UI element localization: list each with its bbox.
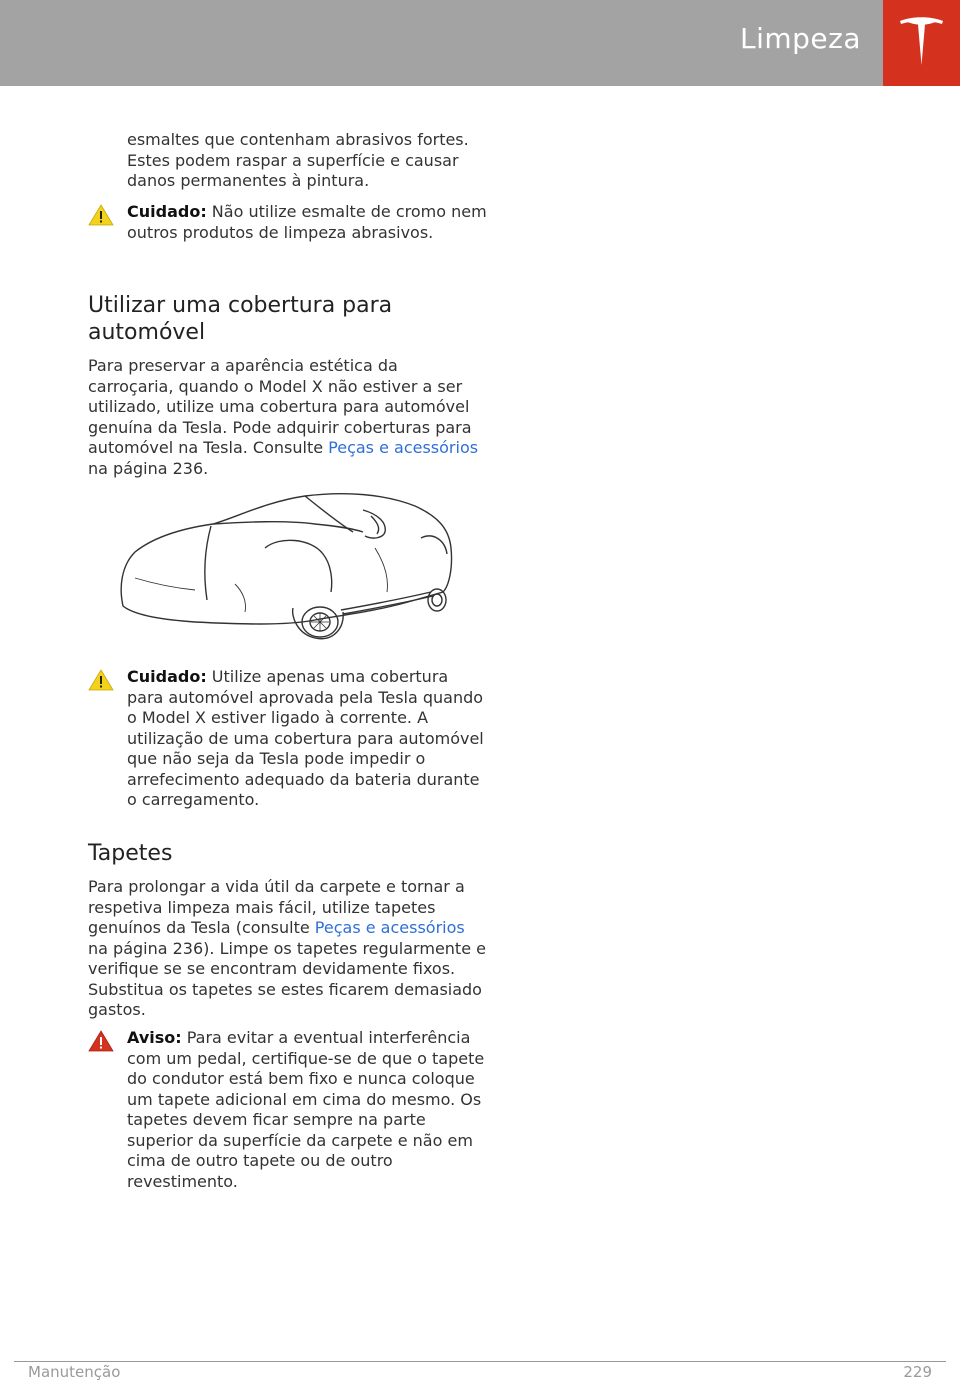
- caution-text: Não utilize esmalte de cromo nem outros produtos de limpeza abrasivos.: [127, 202, 487, 242]
- floor-mats-paragraph: [88, 877, 488, 1021]
- footer-page-number: 229: [903, 1363, 932, 1381]
- car-cover-heading: Utilizar uma cobertura para automóvel: [88, 293, 393, 345]
- warning-text: Para evitar a eventual interferência com um pedal, certifique-se de que o tapete do condutor está bem fixo e nunca coloque um tapete adicional em cima do mesmo. Os tapetes devem ficar sempre na parte superior da superfície da carpete e não em cima de outro tapete ou de outro revestimento.: [127, 1028, 485, 1191]
- header-bar: [0, 0, 883, 86]
- floor-mats-section: [88, 840, 488, 1021]
- caution-label: Cuidado:: [127, 202, 207, 221]
- caution-note-car-cover: [88, 667, 488, 811]
- warning-label: Aviso:: [127, 1028, 182, 1047]
- footer-section-name: Manutenção: [28, 1363, 121, 1381]
- parts-accessories-link[interactable]: Peças e acessórios: [328, 438, 479, 457]
- caution-triangle-icon: [88, 204, 114, 226]
- caution-text: Utilize apenas uma cobertura para automóvel aprovada pela Tesla quando o Model X estiver ligado à corrente. A utilização de uma cobertura para automóvel que não seja da Tesla pode impedir o arrefecimento adequado da bateria durante o carregamento.: [127, 667, 484, 809]
- warning-triangle-icon: [88, 1030, 114, 1052]
- floor-mats-text: Para prolongar a vida útil da carpete e tornar a respetiva limpeza mais fácil, utilize tapetes genuínos da Tesla (consulte: [88, 877, 465, 937]
- car-cover-page-ref: na página 236.: [88, 458, 209, 478]
- footer-divider: [14, 1361, 946, 1362]
- caution-label: Cuidado:: [127, 667, 207, 686]
- floor-mats-text-continued: na página 236). Limpe os tapetes regularmente e verifique se se encontram devidamente fixos. Substitua os tapetes se estes ficarem demasiado gastos.: [88, 938, 486, 1019]
- brand-logo: [883, 0, 960, 86]
- section-title: Limpeza: [739, 22, 861, 55]
- intro-paragraph: esmaltes que contenham abrasivos fortes. Estes podem raspar a superfície e causar danos permanentes à pintura.: [127, 130, 469, 190]
- car-cover-section: [88, 292, 488, 479]
- intro-block: [88, 130, 488, 192]
- car-cover-paragraph: [88, 356, 488, 479]
- warning-note-floor-mats: [88, 1028, 488, 1192]
- tesla-logo-icon: [898, 15, 945, 67]
- car-cover-illustration: [115, 488, 455, 648]
- car-cover-text: Para preservar a aparência estética da carroçaria, quando o Model X não estiver a ser utilizado, utilize uma cobertura para automóvel genuína da Tesla. Pode adquirir coberturas para automóvel na Tesla. Consulte: [88, 356, 472, 457]
- caution-note-chrome: [88, 202, 488, 243]
- caution-triangle-icon: [88, 669, 114, 691]
- floor-mats-heading: Tapetes: [88, 841, 173, 866]
- parts-accessories-link[interactable]: Peças e acessórios: [314, 918, 465, 937]
